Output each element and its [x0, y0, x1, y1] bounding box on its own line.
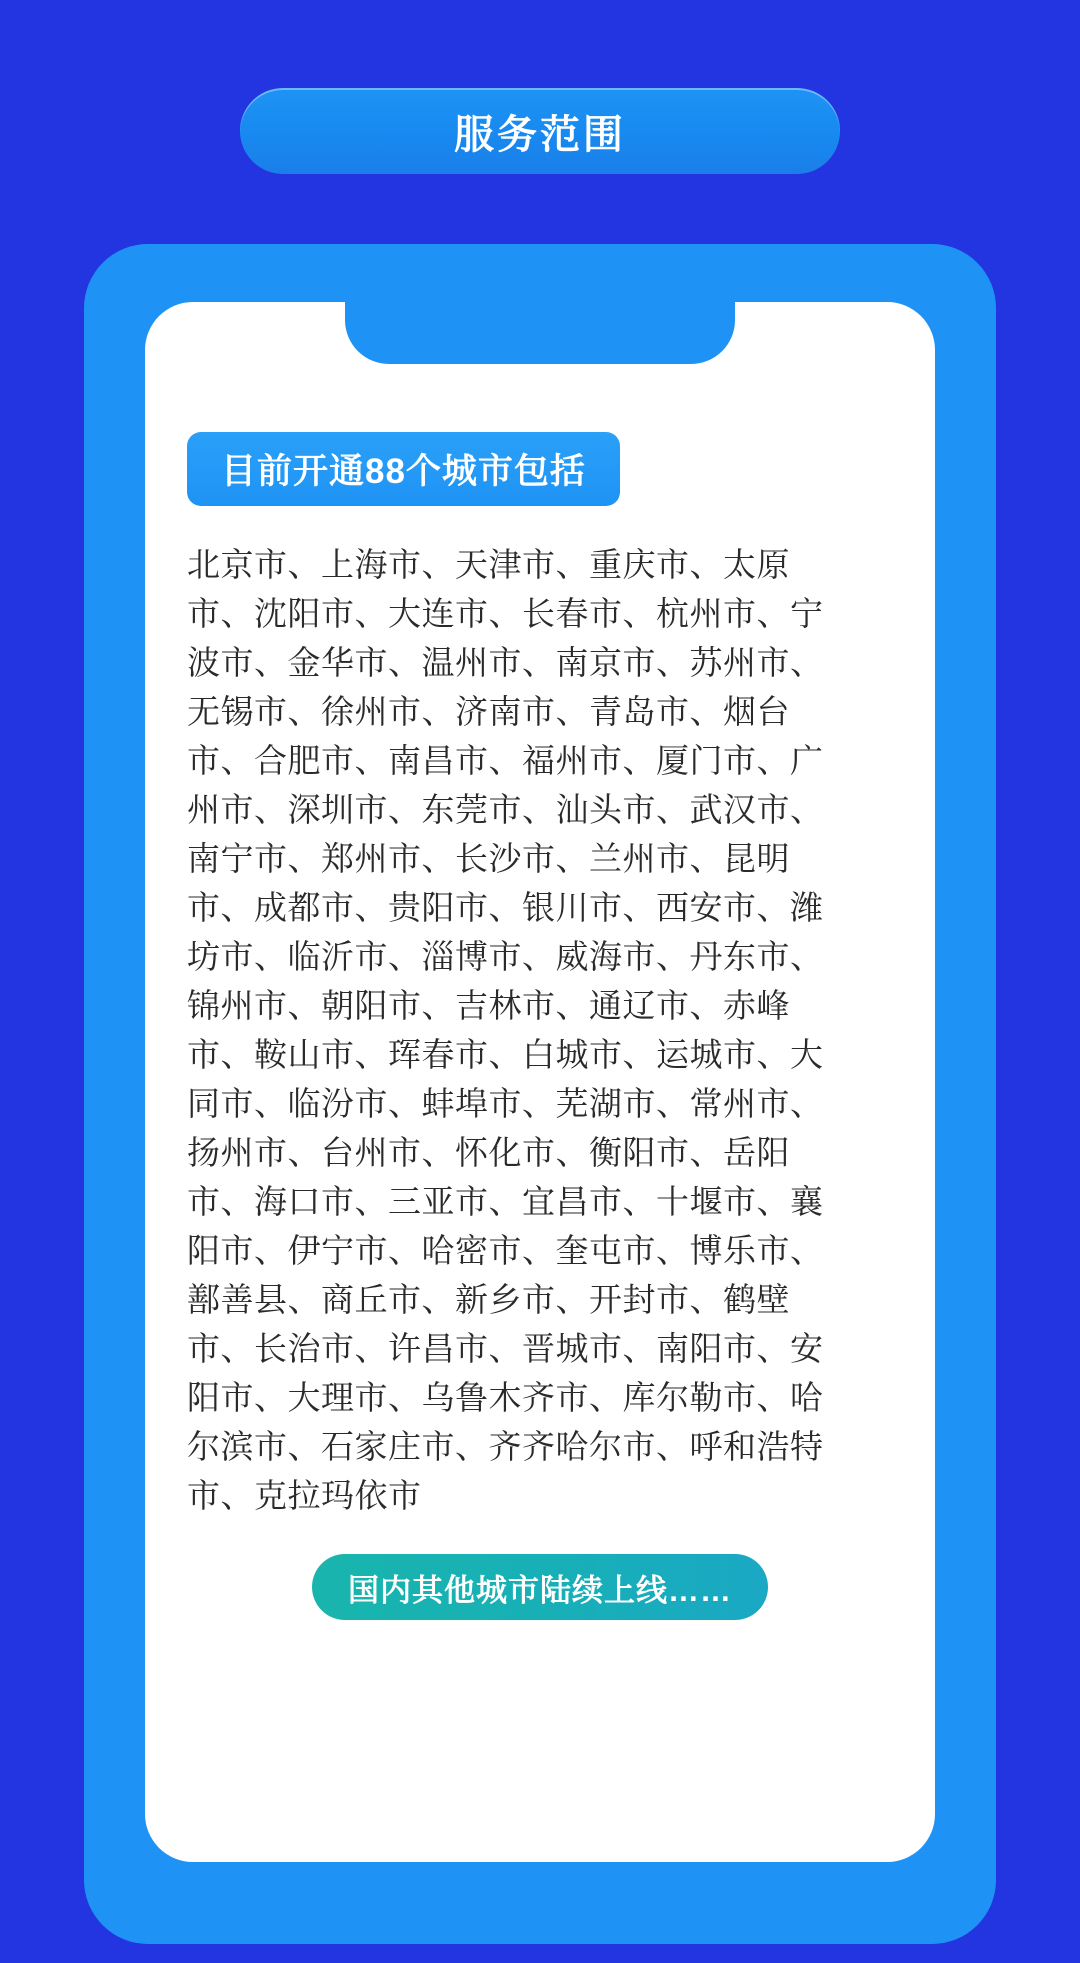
footer-note-wrap — [187, 1554, 893, 1620]
section-title-badge — [187, 432, 620, 506]
footer-note: 国内其他城市陆续上线…… — [348, 1572, 732, 1608]
phone-notch — [345, 302, 735, 364]
phone-screen — [145, 302, 935, 1862]
card-content — [145, 302, 935, 1620]
phone-frame — [84, 244, 996, 1944]
page-title-pill — [240, 88, 840, 174]
city-list: 北京市、上海市、天津市、重庆市、太原市、沈阳市、大连市、长春市、杭州市、宁波市、金华市、温州市、南京市、苏州市、无锡市、徐州市、济南市、青岛市、烟台市、合肥市、南昌市、福州市、厦门市、广州市、深圳市、东莞市、汕头市、武汉市、南宁市、郑州市、长沙市、兰州市、昆明市、成都市、贵阳市、银川市、西安市、潍坊市、临沂市、淄博市、威海市、丹东市、锦州市、朝阳市、吉林市、通辽市、赤峰市、鞍山市、珲春市、白城市、运城市、大同市、临汾市、蚌埠市、芜湖市、常州市、扬州市、台州市、怀化市、衡阳市、岳阳市、海口市、三亚市、宜昌市、十堰市、襄阳市、伊宁市、哈密市、奎屯市、博乐市、鄯善县、商丘市、新乡市、开封市、鹤壁市、长治市、许昌市、晋城市、南阳市、安阳市、大理市、乌鲁木齐市、库尔勒市、哈尔滨市、石家庄市、齐齐哈尔市、呼和浩特市、克拉玛依市 — [187, 546, 824, 1514]
footer-note-badge — [312, 1554, 768, 1620]
section-title: 目前开通88个城市包括 — [221, 452, 586, 491]
page-title: 服务范围 — [454, 112, 626, 157]
